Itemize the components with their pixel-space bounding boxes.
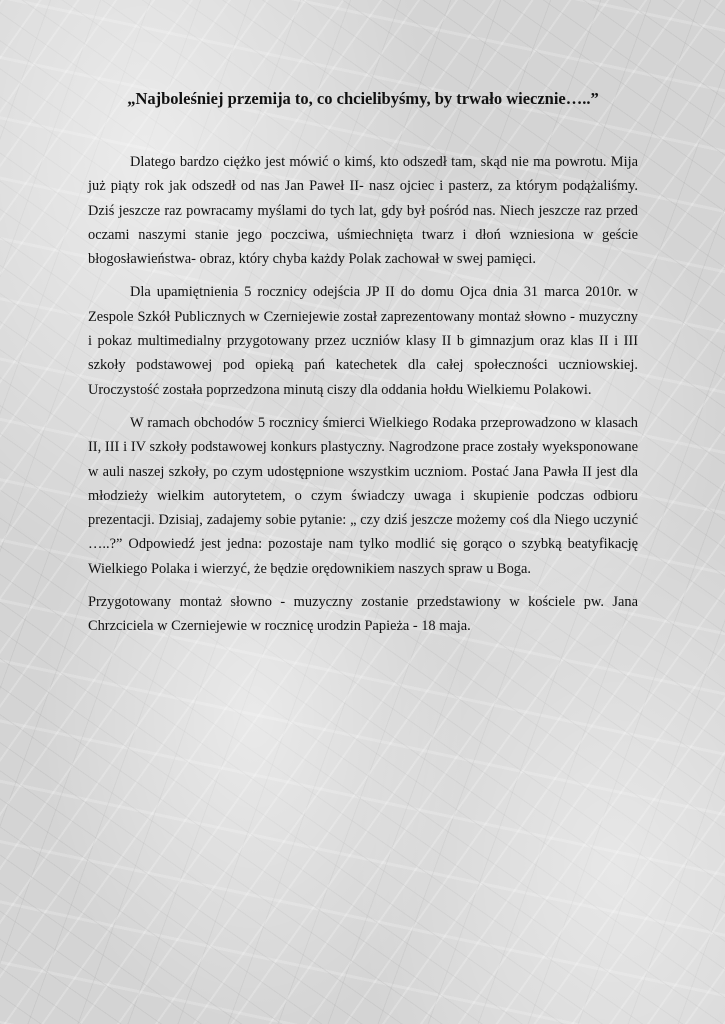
document-body: [88, 150, 638, 648]
document-title: „Najboleśniej przemija to, co chcielibyśmy, by trwało wiecznie…..”: [127, 89, 599, 108]
paragraph-1: Dlatego bardzo ciężko jest mówić o kimś, kto odszedł tam, skąd nie ma powrotu. Mija już piąty rok jak odszedł od nas Jan Paweł II- nasz ojciec i pasterz, za którym podążaliśmy. Dziś jeszcze raz powracamy myślami do tych lat, gdy był pośród nas. Niech jeszcze raz przed oczami naszymi stanie jego poczciwa, uśmiechnięta twarz i dłoń wzniesiona w geście błogosławieństwa- obraz, który chyba każdy Polak zachował w swej pamięci.: [88, 154, 638, 268]
paragraph-2: Dla upamiętnienia 5 rocznicy odejścia JP II do domu Ojca dnia 31 marca 2010r. w Zespole Szkół Publicznych w Czerniejewie został zaprezentowany montaż słowno - muzyczny i pokaz multimedialny przygotowany przez uczniów klasy II b gimnazjum oraz klas II i III szkoły podstawowej pod opieką pań katechetek dla całej społeczności uczniowskiej. Uroczystość została poprzedzona minutą ciszy dla oddania hołdu Wielkiemu Polakowi.: [88, 284, 638, 398]
paragraph-4: Przygotowany montaż słowno - muzyczny zostanie przedstawiony w kościele pw. Jana Chrzciciela w Czerniejewie w rocznicę urodzin Papieża - 18 maja.: [88, 594, 638, 635]
paragraph-3: W ramach obchodów 5 rocznicy śmierci Wielkiego Rodaka przeprowadzono w klasach II, III i IV szkoły podstawowej konkurs plastyczny. Nagrodzone prace zostały wyeksponowane w auli naszej szkoły, po czym udostępnione wszystkim uczniom. Postać Jana Pawła II jest dla młodzieży wielkim autorytetem, o czym świadczy uwaga i skupienie podczas odbioru prezentacji. Dzisiaj, zadajemy sobie pytanie: „ czy dziś jeszcze możemy coś dla Niego uczynić …..?” Odpowiedź jest jedna: pozostaje nam tylko modlić się gorąco o szybką beatyfikację Wielkiego Polaka i wierzyć, że będzie orędownikiem naszych spraw u Boga.: [88, 414, 638, 577]
